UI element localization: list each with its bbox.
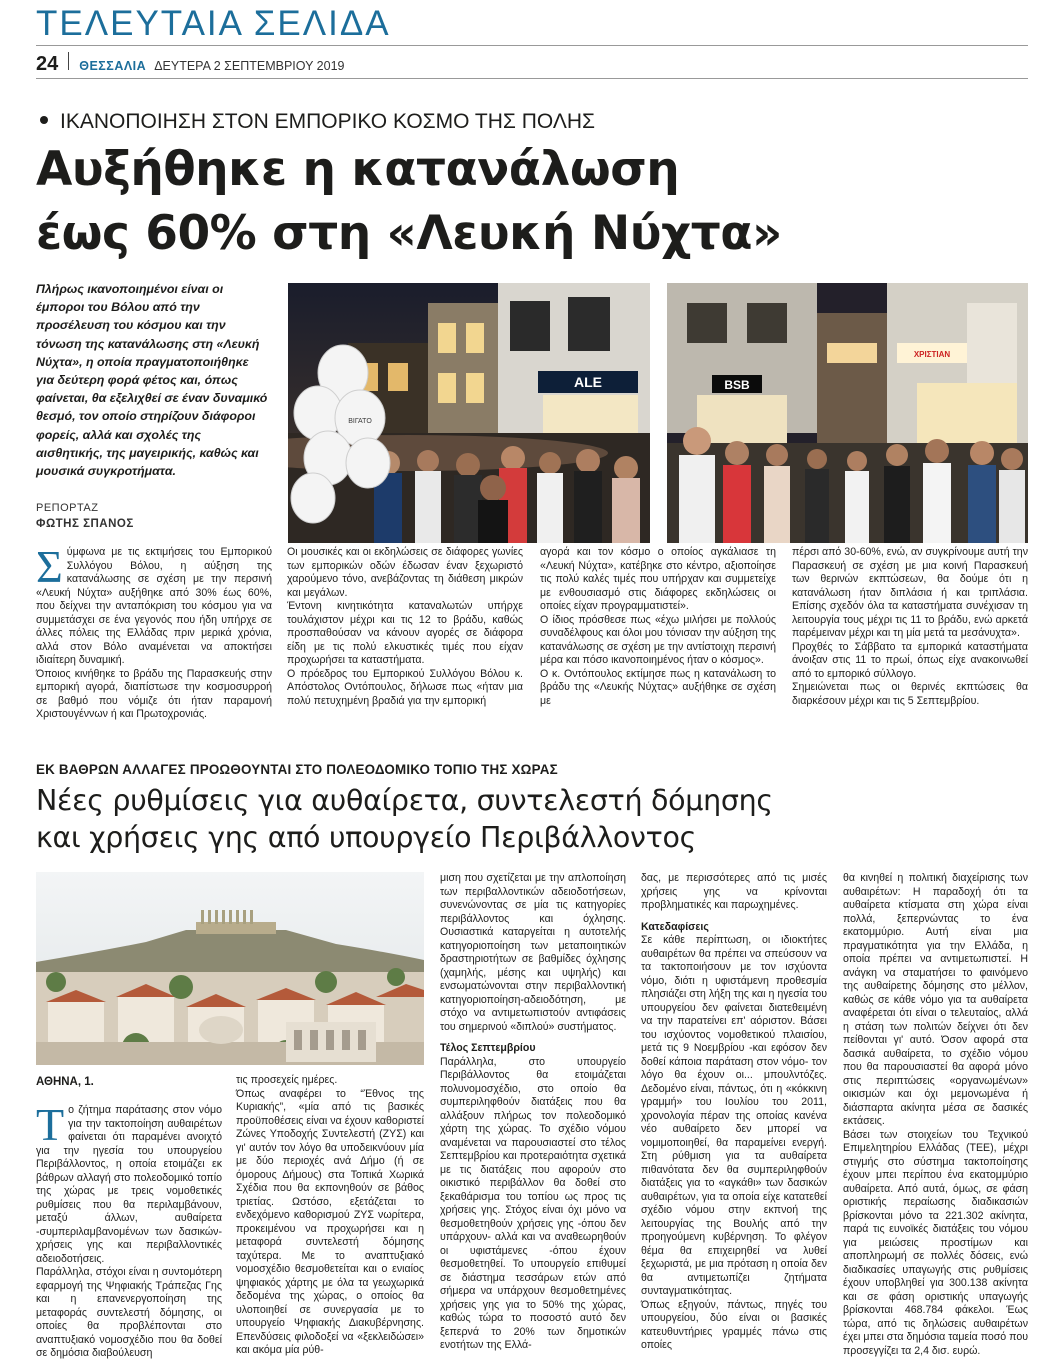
article2-col1-p1: ο ζήτημα παράτασης στον νόμο για την τακτοποίηση αυθαιρέτων φαίνεται ότι παραμένει ανοιχτό για την ηγεσία του υπουργείου Περιβάλλοντος, η οποία ετοιμάζει εκ βάθρων αλλαγή στο πολεοδομικό τοπίο της χώρας με τρεις νομοθετικές ρυθμίσεις που θα περιλαμβάνουν, μεταξύ άλλων, αυθαίρετα -συμπεριλαμβανομένων των δασικών- χρήσεις γης και περιβαλλοντικές αδειοδοτήσεις. (36, 1104, 222, 1265)
article1-kicker-text: ΙΚΑΝΟΠΟΙΗΣΗ ΣΤΟΝ ΕΜΠΟΡΙΚΟ ΚΟΣΜΟ ΤΗΣ ΠΟΛΗΣ (60, 110, 596, 133)
article1-col3-p2: Ο ίδιος πρόσθεσε πως «έχω μιλήσει με πολλούς συναδέλφους και όλοι μου τόνισαν την αύξηση της κατανάλωσης σε σχέση με την αντίστοιχη περσινή μέρα και πόσο ικανοποιημένος ήταν ο κόσμος». (540, 613, 776, 666)
article2-col5 (843, 872, 1028, 1358)
header-rule (36, 45, 1028, 46)
article2-col1-p2: Παράλληλα, στόχοι είναι η συντομότερη εφαρμογή της Ψηφιακής Τράπεζας Γης και η επανενεργοποίηση της μεταφοράς συντελεστή δόμησης, οι οποίες θα προβλέπονται στο αναπτυξιακό νομοσχέδιο που θα δοθεί σε δημόσια διαβούλευση (36, 1266, 222, 1359)
article2-col5-p1: θα κινηθεί η πολιτική διαχείρισης των αυθαιρέτων: Η παραδοχή ότι τα αυθαίρετα κτίσματα στη χώρα είναι πολλά, ξεπερνώντας το ένα εκατομμύριο. Αυτή είναι μια πραγματικότητα για την Ελλάδα, η οποία πρέπει να αντιμετωπιστεί. Η ανάγκη να σταματήσει το φαινόμενο της αυθαίρετης δόμησης στο μέλλον, καθώς σε κάθε νόμο για τα αυθαίρετα αναφέρεται ότι είναι ο τελευταίος, αλλά η στάση των πολιτών δείχνει ότι δεν πείθονται γι' αυτό. Όσον αφορά στα δασικά αυθαίρετα, το σχέδιο νόμου που θα παρουσιαστεί θα αφορά μόνο στις περιπτώσεις «οργανωμένων» οικισμών και όχι μεμονωμένα ή διάσπαρτα ακίνητα μέσα σε δασικές εκτάσεις. (843, 872, 1028, 1127)
store-sign-ale: ALE (574, 374, 602, 390)
article1-col1-p2: Όποιος κινήθηκε το βράδυ της Παρασκευής στην εμπορική αγορά, διαπίστωσε την κοσμοσυρροή σε βαθμό που νόμιζε ότι ήταν παραμονή Χριστουγέννων ή και Πρωτοχρονιάς. (36, 667, 272, 720)
street-night-scene-2 (667, 283, 1028, 543)
article2-col2-p1: τις προσεχείς ημέρες. (236, 1074, 338, 1086)
article2-col2 (236, 1074, 424, 1358)
article2-col3-p2: Παράλληλα, στο υπουργείο Περιβάλλοντος θα ετοιμάζεται πολυνομοσχέδιο, στο οποίο θα συμπεριληφθούν διατάξεις που θα αλλάξουν πλήρως τον πολεοδομικό χάρτη της χώρας. Το σχέδιο νόμου αναμένεται να παρουσιαστεί στο τέλος Σεπτεμβρίου και προτεραιότητα σχετικά με τις διατάξεις που αφορούν στο οικιστικό περιβάλλον θα δοθεί στο ξεκαθάρισμα του τοπίου ως προς τις χρήσεις γης. Στόχος είναι όχι μόνο να θεσμοθετηθούν χρήσεις γης -όπου δεν υπάρχουν- αλλά και να αναθεωρηθούν οι υφιστάμενες -όπου έχουν θεσμοθετηθεί. Το υπουργείο επιθυμεί σε διάστημα τεσσάρων ετών από σήμερα να υπάρχουν θεσμοθετημένες χρήσεις γης για το 50% της χώρας, καθώς τώρα το ποσοστό αυτό δεν ξεπερνά το 20% των δημοτικών ενοτήτων της Ελλά- (440, 1055, 626, 1351)
article1-headline-line2: έως 60% στη «Λευκή Νύχτα» (36, 206, 782, 261)
photo-athens-acropolis (36, 872, 424, 1065)
article1-headline-line1: Αυξήθηκε η κατανάλωση (36, 142, 680, 197)
issue-date: ΔΕΥΤΕΡΑ 2 ΣΕΠΤΕΜΒΡΙΟΥ 2019 (154, 59, 345, 73)
article2-kicker: ΕΚ ΒΑΘΡΩΝ ΑΛΛΑΓΕΣ ΠΡΟΩΘΟΥΝΤΑΙ ΣΤΟ ΠΟΛΕΟΔΟΜΙΚΟ ΤΟΠΙΟ ΤΗΣ ΧΩΡΑΣ (36, 762, 558, 777)
balloon-brand: ΒΙΓΑΤΟ (348, 418, 372, 425)
folio-divider (68, 52, 69, 70)
article2-col4 (641, 872, 827, 1353)
page-number: 24 (36, 53, 59, 75)
article2-col3-subhead: Τέλος Σεπτεμβρίου (440, 1042, 536, 1054)
article2-col4-subhead: Κατεδαφίσεις (641, 920, 709, 933)
article2-col1 (36, 1099, 222, 1361)
article2-col3 (440, 872, 626, 1353)
article2-col4-p2: Σε κάθε περίπτωση, οι ιδιοκτήτες αυθαιρέτων θα πρέπει να σπεύσουν να τα τακτοποιήσουν με τον ισχύοντα νόμο, διότι η υφιστάμενη προθεσμία πλησιάζει στη λήξη της και η ηγεσία του υπουργείου δεν φαίνεται διατεθειμένη να την παρατείνει επ' αόριστον. Βάσει του ισχύοντος νομοθετικού πλαισίου, μετά τις 9 Νοεμβρίου -και εφόσον δεν δοθεί κάποια παράταση στον νόμο- τον λόγο θα έχουν οι... μπουλντόζες. Δεδομένο είναι, πάντως, ότι η «κόκκινη γραμμή» του Ιουλίου του 2011, χρονολογία πέραν της οποίας κανένα νέο αυθαίρετο δεν μπορεί να νομιμοποιηθεί, θα παραμείνει ενεργή. Στη ρύθμιση για τα αυθαίρετα πιθανότατα δεν θα συμπεριληφθούν διατάξεις για το «αγκάθι» των δασικών αυθαιρέτων, για τα οποία είχε κατατεθεί σχέδιο νόμου στην εκπνοή της λειτουργίας της Βουλής από την προηγούμενη κυβέρνηση. Το φλέγον θέμα θα επιχειρηθεί να λυθεί ξεχωριστά, με μια πρόταση η οποία δεν θα αντιμετωπίζει ζητήματα συνταγματικότητας. (641, 934, 827, 1297)
article2-col2-p2: Όπως αναφέρει το “Έθνος της Κυριακής”, «μία από τις βασικές προϋποθέσεις είναι να έχουν καθοριστεί Ζώνες Υποδοχής Συντελεστή (ΖΥΣ) και γι' αυτόν τον λόγο θα υποδεικνύουν μία με δύο περιοχές ανά Δήμο (ή σε όμορους Δήμους) στα Τοπικά Χωρικά Σχέδια που θα εκπονηθούν σε βάθος τριετίας. Ωστόσο, εξετάζεται το ενδεχόμενο καθορισμού ΖΥΣ νωρίτερα, προκειμένου να προχωρήσει και η μεταφορά συντελεστή δόμησης ταχύτερα. Με το αναπτυξιακό νομοσχέδιο θεσμοθετείται και ο ενιαίος ψηφιακός χάρτης με όλα τα γεωχωρικά δεδομένα της χώρας, ο οποίος θα υλοποιηθεί σε συνεργασία με το υπουργείο Ψηφιακής Διακυβέρνησης. Επενδύσεις φιλοδοξεί να «ξεκλειδώσει» και ακόμα μία ρύθ- (236, 1087, 424, 1356)
article2-col5-p2: Βάσει των στοιχείων του Τεχνικού Επιμελητηρίου Ελλάδας (ΤΕΕ), μέχρι στιγμής στο σύστημα τακτοποίησης έχουν μπει περίπου ένα εκατομμύριο αυθαίρετα. Από αυτά, όμως, σε φάση οριστικής περαίωσης διαδικασιών βρίσκονται μόνο τα 221.302 ακίνητα, παρά τις ευνοϊκές διατάξεις του νόμου για μειώσεις προστίμων και αποπληρωμή σε πολλές δόσεις, ενώ διαδικασίες υπαγωγής στις ρυθμίσεις έχουν υποβληθεί για 300.138 ακίνητα και σε φάση οριστικής υπαγωγής βρίσκονται 468.784 φάκελοι. Έως τώρα, από τις δηλώσεις αυθαιρέτων έχει μπει στα δημόσια ταμεία ποσό που προσεγγίζει τα 2,4 δισ. ευρώ. (843, 1128, 1028, 1357)
article1-kicker (40, 110, 595, 134)
article1-col3-p3: Ο κ. Οντόπουλος εκτίμησε πως η κατανάλωση το βράδυ της «Λευκής Νύχτας» αυξήθηκε σε σχέση με (540, 667, 776, 707)
article2-col3-p1: μιση που σχετίζεται με την απλοποίηση των περιβαλλοντικών αδειοδοτήσεων, συνενώνοντας σε μία τις κατηγορίες περιβάλλοντος και όχλησης. Ουσιαστικά καταργείται η αυτοτελής κατηγοριοποίηση των μεταποιητικών δραστηριοτήτων σε βαθμίδες όχλησης (χαμηλής, μέσης και υψηλής) και ενσωματώνονται στην περιβαλλοντική κατηγοριοποίηση-αδειοδότηση, με στόχο να αντιμετωπιστούν αντιφάσεις του σημερινού «διπλού» συστήματος. (440, 872, 626, 1033)
article1-col4-p2: Προχθές το Σάββατο τα εμπορικά καταστήματα άνοιξαν στις 11 το πρωί, όπως είχε ανακοινωθεί από το εμπορικό σύλλογο. (792, 640, 1028, 680)
article1-col2-p2: Έντονη κινητικότητα καταναλωτών υπήρχε τουλάχιστον μέχρι και τις 12 το βράδυ, καθώς προσπαθούσαν να κάνουν αγορές σε διάφορα είδη με τις πολύ ελκυστικές τιμές που είχαν προχωρήσει τα καταστήματα. (287, 600, 523, 666)
newspaper-name: ΘΕΣΣΑΛΙΑ (79, 59, 147, 73)
article1-col4 (792, 546, 1028, 708)
athens-cityscape (36, 872, 424, 1065)
article1-col3 (540, 546, 776, 708)
article1-col4-p1: πέρσι από 30-60%, ενώ, αν συγκρίνουμε αυτή την Παρασκευή σε σχέση με μια κοινή Παρασκευή των θερινών εκπτώσεων, θα δούμε ότι η κατανάλωση ήταν διπλάσια ή και τριπλάσια. Επίσης σχεδόν όλα τα καταστήματα συνέχισαν τη λειτουργία τους μέχρι τις 11 το βράδυ, ενώ αρκετά παρέμειναν μέχρι και τη μία μετά τα μεσάνυχτα». (792, 546, 1028, 639)
article1-lead: Πλήρως ικανοποιημένοι είναι οι έμποροι του Βόλου από την προσέλευση του κόσμου και την τόνωση της κατανάλωσης στη «Λευκή Νύχτα», η οποία πραγματοποιήθηκε για δεύτερη φορά φέτος και, όπως φαίνεται, θα εξελιχθεί σε έναν δυναμικό θεσμό, τον οποίο στηρίζουν διάφοροι φορείς, αλλά και σχολές της αισθητικής, της μαγειρικής, καθώς και μουσικά συγκροτήματα. (36, 282, 268, 479)
article1-dropcap: Σ (36, 541, 63, 592)
folio-rule (36, 78, 1028, 79)
article1-col3-p1: αγορά και τον κόσμο ο οποίος αγκάλιασε τη «Λευκή Νύχτα», κατέβηκε στο κέντρο, αξιοποίησε τις πολύ καλές τιμές που υπήρχαν και συμμετείχε με ενθουσιασμό στις διάφορες εκδηλώσεις οι οποίες είχαν προγραμματιστεί». (540, 546, 776, 612)
article2-dateline: ΑΘΗΝΑ, 1. (36, 1076, 94, 1088)
article1-author: ΦΩΤΗΣ ΣΠΑΝΟΣ (36, 518, 134, 530)
article1-headline (36, 138, 1036, 266)
photo-white-night-street-2 (667, 283, 1028, 543)
bullet-icon (40, 116, 48, 124)
reporter-label: ΡΕΠΟΡΤΑΖ (36, 502, 99, 514)
article1-col1-p1: ύμφωνα με τις εκτιμήσεις του Εμπορικού Συλλόγου Βόλου, η αύξηση της κατανάλωσης σε σχέση με την περσινή «Λευκή Νύχτα» αυξήθηκε από 30% έως 60%, που δείχνει την ανταπόκριση του κόσμου για να συμμετάσχει σε ένα γεγονός που ήδη υπήρχε σε άλλες πόλεις της Ελλάδας πριν μερικά χρόνια, αλλά στον Βόλο αναμένεται να αποκτήσει ιδιαίτερη δυναμική. (36, 546, 272, 666)
article2-dropcap: Τ (36, 1099, 65, 1150)
store-sign-bsb: BSB (724, 378, 750, 392)
article2-headline (36, 782, 1036, 856)
page-folio (36, 52, 344, 76)
store-sign-christian: ΧΡΙΣΤΙΑΝ (913, 350, 951, 359)
article2-headline-line1: Νέες ρυθμίσεις για αυθαίρετα, συντελεστή δόμησης (36, 784, 773, 817)
article2-headline-line2: και χρήσεις γης από υπουργείο Περιβάλλοντος (36, 821, 697, 854)
street-night-scene-1 (288, 283, 650, 543)
article1-col4-p3: Σημειώνεται πως οι θερινές εκπτώσεις θα διαρκέσουν μέχρι και τις 5 Σεπτεμβρίου. (792, 681, 1028, 707)
section-title: ΤΕΛΕΥΤΑΙΑ ΣΕΛΙΔΑ (36, 4, 391, 43)
article1-col2-p1: Οι μουσικές και οι εκδηλώσεις σε διάφορες γωνίες των εμπορικών οδών έδωσαν έναν ξεχωριστό χαρούμενο τόνο, ανεβάζοντας τη διάθεση μικρών και μεγάλων. (287, 546, 523, 599)
photo-white-night-street-1 (288, 283, 650, 543)
article1-col2-p3: Ο πρόεδρος του Εμπορικού Συλλόγου Βόλου κ. Απόστολος Οντόπουλος, δήλωσε πως «ήταν μια πολύ πετυχημένη βραδιά για την εμπορική (287, 667, 523, 707)
article1-col2 (287, 546, 523, 708)
article1-col1 (36, 541, 272, 722)
article2-col4-p3: Όπως εξηγούν, πάντως, πηγές του υπουργείου, δύο είναι οι βασικές κατευθυντήριες γραμμές πάνω στις οποίες (641, 1298, 827, 1351)
article2-col4-p1: δας, με περισσότερες από τις μισές χρήσεις γης να κρίνονται προβληματικές και παρωχημένες. (641, 872, 827, 911)
